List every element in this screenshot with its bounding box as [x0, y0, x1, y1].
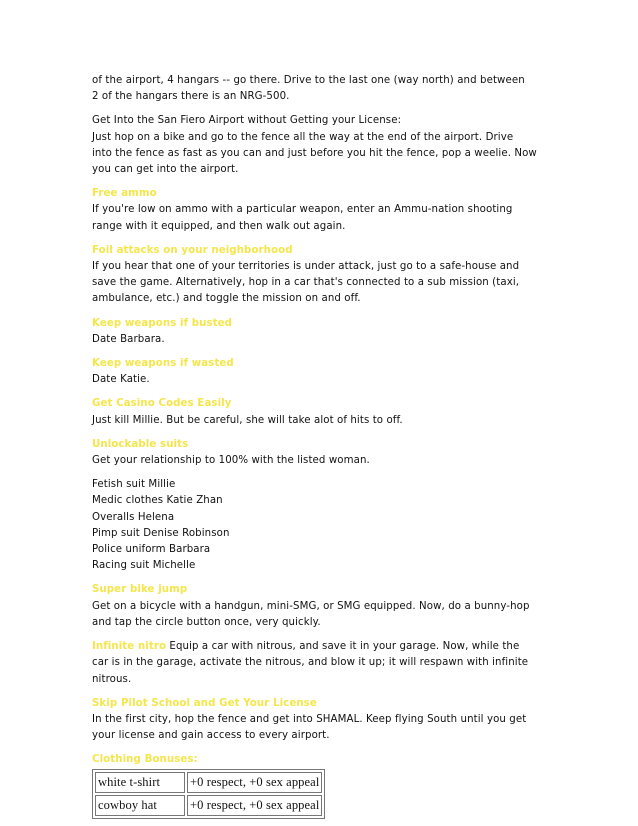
text-line: Just kill Millie. But be careful, she will take alot of hits to off. — [92, 414, 403, 426]
suits-list — [92, 477, 562, 574]
text-line: Get on a bicycle with a handgun, mini-SMG, or SMG equipped. Now, do a bunny-hop — [92, 600, 530, 612]
pilot-section — [92, 696, 562, 745]
text-line: Get your relationship to 100% with the listed woman. — [92, 455, 370, 467]
text-line: range with it equipped, and then walk out again. — [92, 220, 346, 232]
list-item: Police uniform Barbara — [92, 544, 211, 556]
section-heading: Unlockable suits — [92, 438, 189, 450]
text-line: you can get into the airport. — [92, 164, 239, 176]
airport-paragraph — [92, 113, 562, 178]
text-line: Get Into the San Fiero Airport without Getting your License: — [92, 115, 402, 127]
text-line: If you hear that one of your territories is under attack, just go to a safe-house and — [92, 261, 520, 273]
list-item: Overalls Helena — [92, 511, 175, 523]
text-line: nitrous. — [92, 673, 132, 685]
text-line: Just hop on a bike and go to the fence all the way at the end of the airport. Drive — [92, 131, 514, 143]
section-heading: Keep weapons if wasted — [92, 358, 234, 370]
table-row — [95, 795, 322, 816]
text-line: and tap the circle button once, very quickly. — [92, 616, 321, 628]
table-row — [95, 772, 322, 793]
table-cell: +0 respect, +0 sex appeal — [187, 795, 322, 816]
text-line: In the first city, hop the fence and get into SHAMAL. Keep flying South until you get — [92, 713, 527, 725]
text-line: ambulance, etc.) and toggle the mission on and off. — [92, 293, 361, 305]
list-item: Fetish suit Millie — [92, 479, 176, 491]
casino-section — [92, 396, 562, 428]
section-heading: Foil attacks on your neighborhood — [92, 244, 293, 256]
text-line: Date Barbara. — [92, 333, 165, 345]
text-line: If you're low on ammo with a particular weapon, enter an Ammu-nation shooting — [92, 204, 513, 216]
text-line — [92, 639, 562, 655]
list-item: Racing suit Michelle — [92, 560, 196, 572]
table-cell: cowboy hat — [95, 795, 185, 816]
text-line: car is in the garage, activate the nitrous, and blow it up; it will respawn with infinite — [92, 657, 529, 669]
section-heading: Get Casino Codes Easily — [92, 398, 232, 410]
intro-paragraph — [92, 73, 562, 105]
list-item: Medic clothes Katie Zhan — [92, 495, 223, 507]
section-heading: Skip Pilot School and Get Your License — [92, 697, 317, 709]
document-page — [92, 73, 562, 819]
text-line: 2 of the hangars there is an NRG-500. — [92, 91, 290, 103]
section-heading: Keep weapons if busted — [92, 317, 233, 329]
keep-wasted-section — [92, 356, 562, 388]
section-heading: Super bike jump — [92, 584, 188, 596]
clothing-bonus-table — [92, 769, 325, 819]
section-heading: Clothing Bonuses: — [92, 754, 198, 766]
keep-busted-section — [92, 316, 562, 348]
clothing-section — [92, 752, 562, 818]
text-line: into the fence as fast as you can and just before you hit the fence, pop a weelie. Now — [92, 147, 537, 159]
text-fragment: Equip a car with nitrous, and save it in your garage. Now, while the — [166, 641, 520, 653]
bike-jump-section — [92, 582, 562, 631]
text-line: Date Katie. — [92, 374, 150, 386]
list-item: Pimp suit Denise Robinson — [92, 527, 230, 539]
nitro-section — [92, 639, 562, 688]
section-heading: Free ammo — [92, 188, 157, 200]
text-line: your license and gain access to every airport. — [92, 730, 330, 742]
table-cell: +0 respect, +0 sex appeal — [187, 772, 322, 793]
suits-section — [92, 437, 562, 469]
text-line: save the game. Alternatively, hop in a car that's connected to a sub mission (taxi, — [92, 277, 520, 289]
section-heading: Infinite nitro — [92, 641, 167, 653]
text-line: of the airport, 4 hangars -- go there. Drive to the last one (way north) and between — [92, 75, 525, 86]
free-ammo-section — [92, 186, 562, 235]
table-cell: white t-shirt — [95, 772, 185, 793]
foil-attacks-section — [92, 243, 562, 308]
